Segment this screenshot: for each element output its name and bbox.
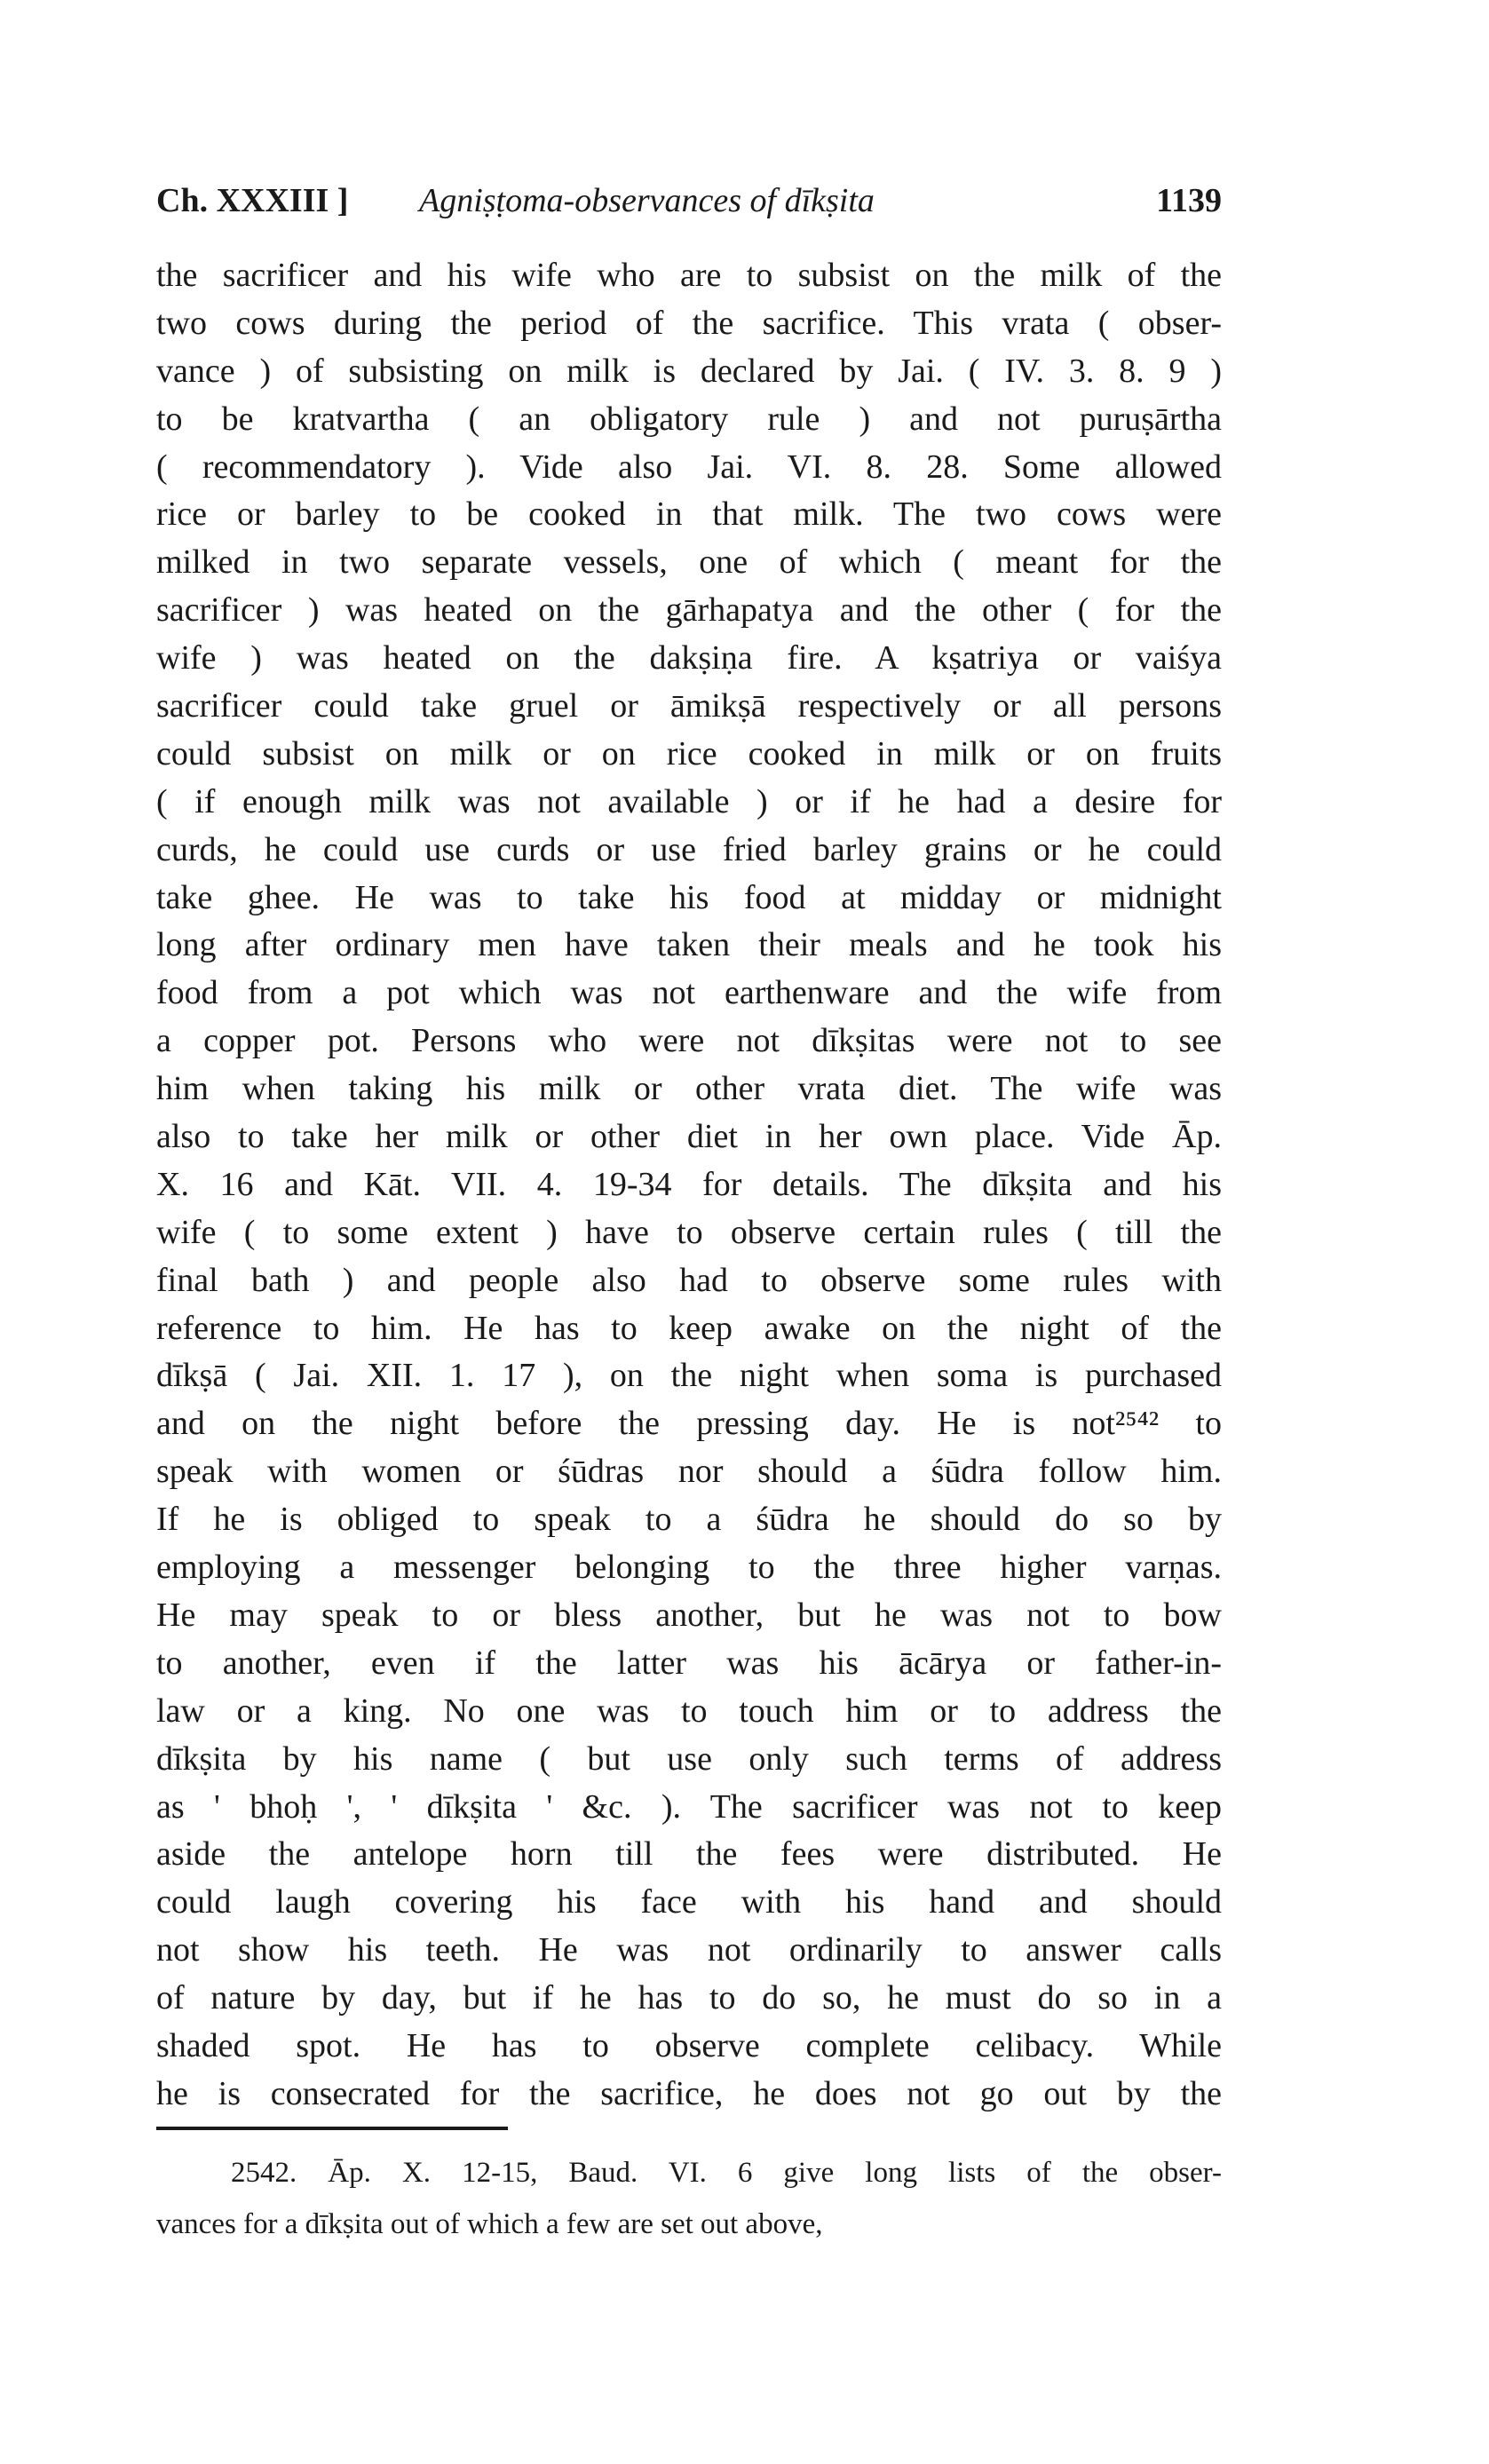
text-line: vance ) of subsisting on milk is declared by Jai. ( IV. 3. 8. 9 ) xyxy=(156,352,1222,390)
text-line: could laugh covering his face with his hand and should xyxy=(156,1883,1222,1921)
text-line: him when taking his milk or other vrata diet. The wife was xyxy=(156,1070,1222,1108)
text-line: ( if enough milk was not available ) or if he had a desire for xyxy=(156,782,1222,820)
chapter-label: Ch. XXXIII ] xyxy=(156,182,349,219)
text-line: shaded spot. He has to observe complete celibacy. While xyxy=(156,2026,1222,2064)
footnote xyxy=(156,2147,1222,2250)
text-line: as ' bhoḥ ', ' dīkṣita ' &c. ). The sacrificer was not to keep xyxy=(156,1787,1222,1826)
text-line: wife ) was heated on the dakṣiṇa fire. A kṣatriya or vaiśya xyxy=(156,639,1222,677)
text-line: sacrificer could take gruel or āmikṣā respectively or all persons xyxy=(156,687,1222,725)
text-line: rice or barley to be cooked in that milk. The two cows were xyxy=(156,495,1222,534)
text-line: of nature by day, but if he has to do so, he must do so in a xyxy=(156,1979,1222,2017)
text-line: the sacrificer and his wife who are to subsist on the milk of the xyxy=(156,257,1222,294)
text-line: also to take her milk or other diet in her own place. Vide Āp. xyxy=(156,1118,1222,1156)
text-line: aside the antelope horn till the fees were distributed. He xyxy=(156,1835,1222,1874)
text-line: he is consecrated for the sacrifice, he does not go out by the xyxy=(156,2074,1222,2112)
text-line: reference to him. He has to keep awake on the night of the xyxy=(156,1309,1222,1347)
text-line: to be kratvartha ( an obligatory rule ) and not puruṣārtha xyxy=(156,400,1222,438)
text-line: could subsist on milk or on rice cooked in milk or on fruits xyxy=(156,734,1222,772)
body-text xyxy=(156,252,1222,2119)
text-line: wife ( to some extent ) have to observe certain rules ( till the xyxy=(156,1213,1222,1251)
text-line: law or a king. No one was to touch him or to address the xyxy=(156,1692,1222,1730)
footnote-line: vances for a dīkṣita out of which a few are set out above, xyxy=(156,2208,823,2240)
text-line: not show his teeth. He was not ordinarily to answer calls xyxy=(156,1931,1222,1969)
text-line: employing a messenger belonging to the three higher varṇas. xyxy=(156,1549,1222,1587)
text-line: a copper pot. Persons who were not dīkṣitas were not to see xyxy=(156,1022,1222,1060)
text-line: to another, even if the latter was his ācārya or father-in- xyxy=(156,1644,1222,1682)
text-line: and on the night before the pressing day. He is not²⁵⁴² to xyxy=(156,1405,1222,1443)
text-line: speak with women or śūdras nor should a śūdra follow him. xyxy=(156,1453,1222,1491)
section-title: Agniṣṭoma-observances of dīkṣita xyxy=(419,182,875,219)
text-line: curds, he could use curds or use fried barley grains or he could xyxy=(156,830,1222,868)
text-line: two cows during the period of the sacrifice. This vrata ( obser- xyxy=(156,304,1222,342)
running-head xyxy=(156,174,1222,227)
text-line: ( recommendatory ). Vide also Jai. VI. 8. 28. Some allowed xyxy=(156,448,1222,486)
text-line: He may speak to or bless another, but he was not to bow xyxy=(156,1596,1222,1634)
text-line: If he is obliged to speak to a śūdra he should do so by xyxy=(156,1501,1222,1539)
footnote-divider xyxy=(156,2127,508,2130)
text-line: food from a pot which was not earthenware and the wife from xyxy=(156,974,1222,1012)
text-line: final bath ) and people also had to observe some rules with xyxy=(156,1261,1222,1299)
text-line: milked in two separate vessels, one of which ( meant for the xyxy=(156,543,1222,582)
text-line: take ghee. He was to take his food at midday or midnight xyxy=(156,878,1222,916)
text-line: sacrificer ) was heated on the gārhapatya and the other ( for the xyxy=(156,591,1222,630)
text-line: dīkṣā ( Jai. XII. 1. 17 ), on the night when soma is purchased xyxy=(156,1357,1222,1395)
text-line: long after ordinary men have taken their meals and he took his xyxy=(156,926,1222,964)
text-line: dīkṣita by his name ( but use only such terms of address xyxy=(156,1739,1222,1778)
footnote-line: 2542. Āp. X. 12-15, Baud. VI. 6 give long lists of the obser- xyxy=(231,2157,1222,2189)
page-number: 1139 xyxy=(1156,182,1222,219)
text-line: X. 16 and Kāt. VII. 4. 19-34 for details. The dīkṣita and his xyxy=(156,1165,1222,1203)
